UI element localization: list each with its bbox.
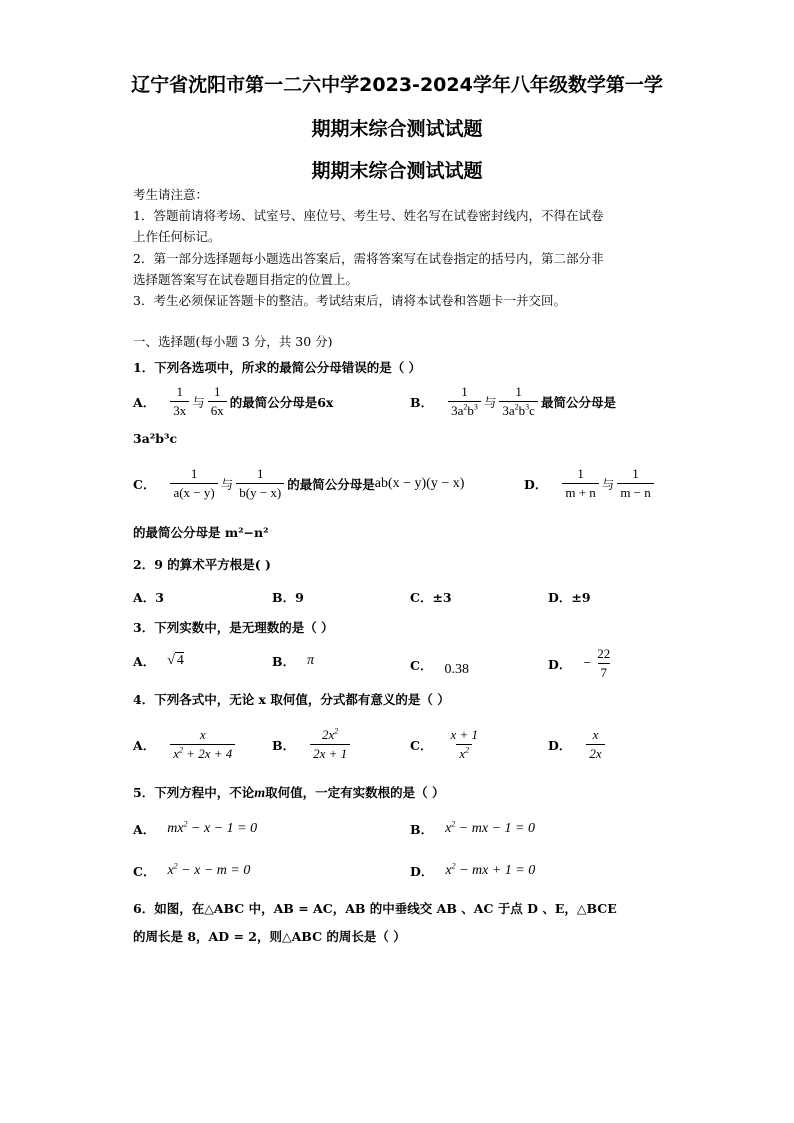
q3-option-b[interactable] — [272, 652, 314, 670]
notice-item-2b: 选择题答案写在试卷题目指定的位置上。 — [133, 272, 359, 287]
fraction: $\frac{1}{m - n}$ — [617, 466, 653, 501]
repeating-decimal: 0.38 — [444, 662, 469, 677]
connector-text: 与 — [192, 394, 205, 410]
section-heading: 一、选择题(每小题 3 分，共 30 分) — [133, 334, 333, 349]
q1-option-d-cont: 的最简公分母是 m²−n² — [133, 525, 269, 540]
option-label: D． — [410, 864, 434, 879]
option-label: A． — [133, 737, 156, 753]
q2-option-c[interactable]: C．±3 — [410, 590, 452, 605]
q5-stem: 5．下列方程中，不论m取何值，一定有实数根的是（ ） — [133, 785, 445, 801]
fraction: $\frac{1}{3x}$ — [170, 384, 189, 419]
q1-option-d[interactable] — [524, 466, 657, 501]
q5-option-a[interactable]: A． $mx^2 - x - 1 = 0$ — [133, 819, 258, 837]
notice-item-2a: 2．第一部分选择题每小题选出答案后，需将答案写在试卷指定的括号内，第二部分非 — [133, 251, 604, 266]
option-text: 最简公分母是 — [540, 394, 616, 410]
pi-value: π — [307, 653, 315, 668]
q5-option-d[interactable]: D． $x^2$ − mx + 1 = 0 — [410, 861, 536, 879]
q5-option-c[interactable]: C． $x^2 - x - m = 0$ — [133, 861, 251, 879]
q2-option-b[interactable]: B．9 — [272, 590, 304, 605]
fraction: $\frac{1}{b(y - x)}$ — [236, 466, 284, 501]
option-label: C． — [133, 864, 156, 879]
q4-option-d[interactable] — [548, 727, 608, 762]
fraction: $\frac{1}{6x}$ — [208, 384, 227, 419]
fraction: $\frac{22}{7}$ — [597, 646, 611, 680]
connector-text: 与 — [483, 394, 497, 410]
fraction: $\frac{1}{a(x - y)}$ — [170, 466, 217, 501]
q1-stem: 1．下列各选项中，所求的最简公分母错误的是（ ） — [133, 360, 422, 375]
q3-stem: 3．下列实数中，是无理数的是（ ） — [133, 620, 334, 635]
q1-option-b-cont: 3a²b³c — [133, 431, 178, 446]
option-label: A． — [133, 654, 156, 669]
option-label: C． — [133, 476, 156, 492]
option-label: B． — [410, 822, 434, 837]
option-label: A． — [133, 394, 156, 410]
fraction: $\frac{1}{3a^2b^3}$ — [448, 384, 481, 419]
q1-option-b[interactable] — [410, 384, 616, 419]
q3-option-c[interactable] — [410, 652, 469, 678]
notice-item-3: 3．考生必须保证答题卡的整洁。考试结束后，请将本试卷和答题卡一并交回。 — [133, 293, 566, 308]
option-text: 的最简公分母是 — [287, 476, 375, 492]
q1-option-a[interactable] — [133, 384, 333, 419]
q2-option-a[interactable]: A．3 — [133, 590, 164, 605]
fraction: $\frac{x}{2x}$ — [586, 727, 604, 762]
q3-option-a[interactable] — [133, 652, 184, 670]
q4-option-a[interactable] — [133, 727, 238, 762]
fraction: $\frac{1}{m + n}$ — [562, 466, 598, 501]
option-label: B． — [272, 654, 296, 669]
option-label: C． — [410, 737, 433, 753]
q4-stem: 4．下列各式中，无论 x 取何值，分式都有意义的是（ ） — [133, 692, 450, 707]
option-label: B． — [410, 394, 434, 410]
q3-option-d[interactable]: D． − $\frac{22}{7}$ — [548, 646, 616, 681]
notice-item-1a: 1．答题前请将考场、试室号、座位号、考生号、姓名写在试卷密封线内，不得在试卷 — [133, 208, 604, 223]
option-text: 的最简公分母是6x — [229, 394, 334, 410]
q5-option-b[interactable]: B． $x^2$ − mx − 1 = 0 — [410, 819, 535, 837]
option-label: D． — [548, 737, 572, 753]
q1-option-c[interactable]: C． $\frac{1}{a(x - y)}$ 与 $\frac{1}{b(y - x)}$ 的最简公分母是 ab(x − y)(y − x) — [133, 466, 465, 500]
q6-stem-line1: 6．如图，在△ABC 中，AB = AC，AB 的中垂线交 AB 、AC 于点 D 、E，△BCE — [133, 901, 617, 916]
notice-heading: 考生请注意： — [133, 187, 209, 202]
q2-option-d[interactable]: D．±9 — [548, 590, 591, 605]
exam-title-line1: 辽宁省沈阳市第一二六中学2023-2024学年八年级数学第一学 — [131, 74, 663, 96]
notice-item-1b: 上作任何标记。 — [133, 229, 221, 244]
option-label: D． — [524, 476, 548, 492]
connector-text: 与 — [220, 476, 234, 492]
fraction: $\frac{x}{x^2 + 2x + 4}$ — [170, 727, 235, 762]
sqrt-expression: √ 4 — [167, 653, 184, 668]
connector-text: 与 — [601, 476, 615, 492]
q2-stem: 2．9 的算术平方根是( ) — [133, 557, 271, 572]
option-label: B． — [272, 737, 296, 753]
option-label: A． — [133, 822, 156, 837]
fraction: $\frac{1}{3a^2b^3c}$ — [499, 384, 538, 419]
option-label: D． — [548, 656, 572, 672]
q4-option-b[interactable] — [272, 727, 353, 762]
q6-stem-line2: 的周长是 8，AD = 2，则△ABC 的周长是（ ） — [133, 929, 406, 944]
exam-title-line3: 期期末综合测试试题 — [311, 160, 483, 182]
q4-option-c[interactable] — [410, 727, 484, 762]
exam-title-line2: 期期末综合测试试题 — [311, 118, 483, 140]
fraction: $\frac{2x^2}{2x + 1}$ — [310, 727, 350, 762]
option-label: C． — [410, 658, 433, 673]
fraction: $\frac{x + 1}{x^2}$ — [450, 727, 478, 761]
